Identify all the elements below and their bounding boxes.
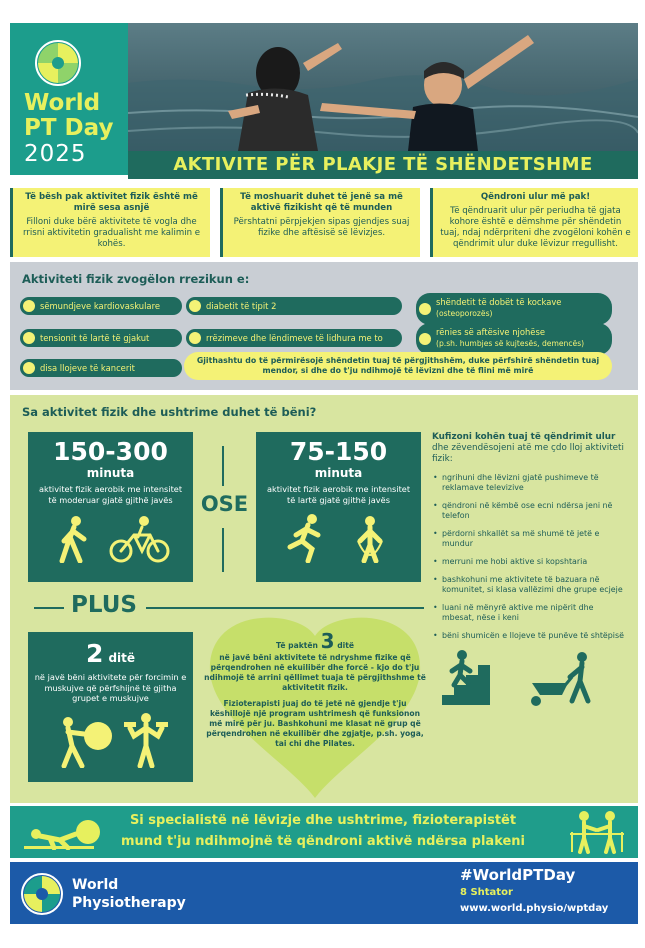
specialist-message: Si specialistë në lëvizje dhe ushtrime, fizioterapistët mund t'ju ndihmojnë të qëndroni aktivë ndërsa plakeni bbox=[120, 813, 526, 849]
page-title: AKTIVITE PËR PLAKJE TË SHËNDETSHME bbox=[173, 154, 593, 175]
footer-hashtag: #WorldPTDay bbox=[460, 866, 576, 884]
hero-photo bbox=[128, 23, 638, 151]
limit-sitting-title-bold: Kufizoni kohën tuaj të qëndrimit ulur bbox=[432, 432, 616, 442]
walking-cycling-icon bbox=[46, 513, 176, 563]
balance-unit: ditë bbox=[337, 641, 355, 650]
risk-general-benefits: Gjithashtu do të përmirësojë shëndetin tuaj të përgjithshëm, duke përfshirë shëndetin tuaj mendor, si dhe do t'ju ndihmojë të lëvizni dhe të flini më mirë bbox=[184, 352, 612, 380]
risk-item-cognitive bbox=[416, 323, 612, 355]
list-item: • luani në mënyrë aktive me nipërit dhe mbesat, nëse i keni bbox=[432, 603, 624, 623]
divider-line bbox=[222, 528, 224, 572]
risk-item-main: rënies së aftësive njohëse bbox=[436, 327, 545, 337]
footer-website-link[interactable]: www.world.physio/wptday bbox=[460, 903, 609, 914]
divider-line bbox=[146, 607, 424, 609]
intro-body: Të qëndruarit ulur për periudha të gjata kohore është e dëmshme për shëndetin tuaj, ndaj ndërpriteni dhe zvogëloni kohën e qëndrimit ulur duke lëvizur rregullisht. bbox=[440, 206, 631, 249]
footer-org-name-line2: Physiotherapy bbox=[72, 895, 186, 911]
logo-word-world: World bbox=[24, 90, 101, 116]
logo-panel bbox=[10, 23, 128, 175]
list-item: • ngrihuni dhe lëvizni gjatë pushimeve të reklamave televizive bbox=[432, 473, 624, 493]
strength-activity-box bbox=[28, 632, 193, 782]
balance-activity-text bbox=[204, 629, 426, 749]
limit-sitting-title bbox=[432, 432, 624, 465]
list-item: • bëni shumicën e llojeve të punëve të shtëpisë bbox=[432, 631, 624, 641]
risk-title: Aktiviteti fizik zvogëlon rrezikun e: bbox=[22, 272, 250, 286]
balance-prefix: Të paktën bbox=[275, 641, 318, 650]
limit-sitting-title-rest: dhe zëvendësojeni atë me çdo lloj aktiviteti fizik: bbox=[432, 443, 624, 464]
activity-title: Sa aktivitet fizik dhe ushtrime duhet të bëni? bbox=[22, 405, 317, 419]
pool-exercise-illustration bbox=[128, 23, 638, 151]
logo-word-pt-day: PT Day bbox=[24, 115, 114, 141]
intro-heading: Qëndroni ulur më pak! bbox=[480, 192, 591, 202]
strength-exercise-icon bbox=[46, 712, 176, 768]
footer-org-name-line1: World bbox=[72, 877, 119, 893]
world-pt-day-logo-icon bbox=[34, 39, 82, 87]
physio-advice: Fizioterapisti juaj do të jetë në gjendje t'ju këshillojë një program ushtrimesh që funksionon më mirë për ju. Bashkohuni me klasat në grup që përqendrohen në ekuilibër dhe zgjatje, p.sh. yoga, tai chi dhe Pilates. bbox=[206, 699, 424, 748]
risk-item-main: shëndetit të dobët të kockave bbox=[436, 297, 562, 307]
intro-heading: Të bësh pak aktivitet fizik është më mirë sesa asnjë bbox=[25, 192, 198, 213]
risk-item-bone-health bbox=[416, 293, 612, 325]
physio-patient-icon bbox=[566, 810, 628, 854]
intro-box-sit-less bbox=[430, 188, 638, 257]
risk-item-sub: (p.sh. humbjes së kujtesës, demencës) bbox=[436, 339, 585, 348]
moderate-minutes: 150-300 bbox=[53, 437, 168, 466]
footer-date: 8 Shtator bbox=[460, 887, 513, 898]
risk-item-hypertension: tensionit të lartë të gjakut bbox=[20, 329, 182, 347]
divider-line bbox=[222, 446, 224, 486]
limit-sitting-column bbox=[432, 432, 624, 784]
running-jump-rope-icon bbox=[274, 513, 404, 563]
strength-days: 2 bbox=[85, 639, 104, 668]
risk-item-diabetes: diabetit të tipit 2 bbox=[186, 297, 402, 315]
moderate-description: aktivitet fizik aerobik me intensitet të moderuar gjatë gjithë javës bbox=[38, 484, 183, 505]
balance-description: në javë bëni aktivitete të ndryshme fizike që përqendrohen në ekuilibër dhe forcë - kjo do t'ju ndihmojë të arrini qëllimet tuaja të përgjithshme të aktivitetit fizik. bbox=[204, 653, 426, 692]
plus-label: PLUS bbox=[71, 592, 137, 618]
moderate-activity-box bbox=[28, 432, 193, 582]
balance-days: 3 bbox=[320, 629, 335, 653]
moderate-unit: minuta bbox=[86, 466, 135, 480]
stretching-exercise-icon bbox=[20, 814, 104, 850]
intro-body: Përshtatni përpjekjen sipas gjendjes suaj fizike dhe aftësisë së lëvizjes. bbox=[233, 217, 410, 238]
vigorous-unit: minuta bbox=[314, 466, 363, 480]
risk-item-cancer: disa llojeve të kancerit bbox=[20, 359, 182, 377]
or-label: OSE bbox=[200, 492, 249, 516]
logo-year: 2025 bbox=[24, 141, 87, 167]
list-item: • merruni me hobi aktive si kopshtaria bbox=[432, 557, 624, 567]
vigorous-minutes: 75-150 bbox=[289, 437, 388, 466]
list-item: • qëndroni në këmbë ose ecni ndërsa jeni në telefon bbox=[432, 501, 624, 521]
risk-item-cardiovascular: sëmundjeve kardiovaskulare bbox=[20, 297, 182, 315]
intro-box-some-better-than-none bbox=[10, 188, 210, 257]
title-banner bbox=[128, 151, 638, 179]
vigorous-description: aktivitet fizik aerobik me intensitet të lartë gjatë gjithë javës bbox=[266, 484, 411, 505]
vigorous-activity-box bbox=[256, 432, 421, 582]
strength-unit: ditë bbox=[108, 651, 136, 665]
intro-heading: Të moshuarit duhet të jenë sa më aktivë fizikisht që të munden bbox=[240, 192, 403, 213]
risk-item-falls: rrëzimeve dhe lëndimeve të lidhura me to bbox=[186, 329, 402, 347]
risk-item-sub: (osteoporozës) bbox=[436, 309, 493, 318]
intro-box-be-active bbox=[220, 188, 420, 257]
list-item: • përdorni shkallët sa më shumë të jetë e mundur bbox=[432, 529, 624, 549]
stairs-gardening-icon bbox=[432, 649, 612, 707]
list-item: • bashkohuni me aktivitete të bazuara në komunitet, si klasa vallëzimi dhe grupe ecjeje bbox=[432, 575, 624, 595]
intro-body: Filloni duke bërë aktivitete të vogla dhe rrisni aktivitetin gradualisht me kalimin e kohës. bbox=[22, 217, 201, 249]
strength-description: në javë bëni aktivitete për forcimin e muskujve që përfshijnë të gjitha grupet e muskujve bbox=[34, 672, 187, 703]
world-physiotherapy-logo-icon bbox=[20, 872, 64, 916]
